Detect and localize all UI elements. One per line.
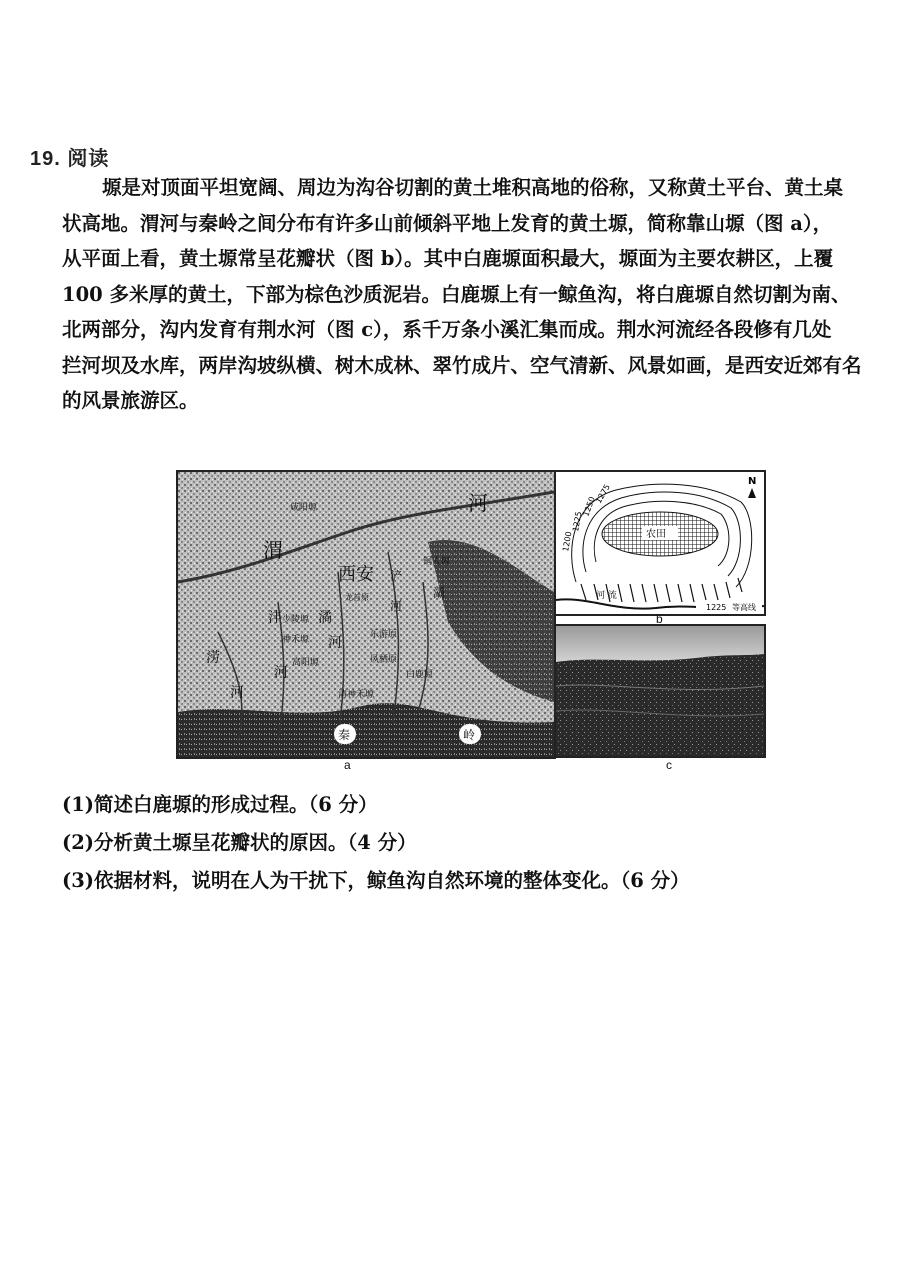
question-1: (1)简述白鹿塬的形成过程。（6 分） bbox=[62, 793, 378, 816]
label-lao-he: 河 bbox=[230, 685, 244, 701]
contour-label: 1275 bbox=[593, 482, 612, 505]
label-river: 河 流 bbox=[596, 591, 617, 601]
label-farmland: 农田 bbox=[646, 529, 666, 540]
contour-label: 1225 bbox=[571, 510, 584, 533]
label-jue: 潏 bbox=[318, 610, 332, 626]
passage-line: 从平面上看，黄土塬常呈花瓣状（图 b）。其中白鹿塬面积最大，塬面为主要农耕区，上覆 bbox=[62, 247, 834, 270]
passage-line: 100 多米厚的黄土，下部为棕色沙质泥岩。白鹿塬上有一鲸鱼沟，将白鹿塬自然切割为南、 bbox=[62, 282, 851, 306]
label-ling: 岭 bbox=[463, 728, 476, 742]
contour-legend-text: 等高线 bbox=[732, 603, 756, 612]
passage-line: 拦河坝及水库，两岸沟坡纵横、树木成林、翠竹成片、空气清新、风景如画，是西安近郊有名 bbox=[62, 353, 862, 377]
label-xianyang: 咸阳塬 bbox=[290, 503, 318, 513]
label-feng: 沣 bbox=[268, 610, 282, 626]
photo-c-svg bbox=[556, 626, 764, 756]
contour-legend-value: 1225 bbox=[706, 603, 727, 612]
caption-c: c bbox=[666, 758, 672, 772]
label-wei: 渭 bbox=[263, 538, 283, 562]
map-a bbox=[176, 470, 556, 759]
label-xian: 西安 bbox=[338, 564, 374, 585]
label-jue-he: 河 bbox=[328, 635, 342, 651]
passage-line: 状高地。渭河与秦岭之间分布有许多山前倾斜平地上发育的黄土塬，简称靠山塬（图 a）， bbox=[62, 211, 833, 235]
caption-a: a bbox=[344, 758, 351, 772]
passage-line: 北两部分，沟内发育有荆水河（图 c），系千万条小溪汇集而成。荆水河流经各段修有几处 bbox=[62, 318, 832, 341]
label-gaoyang: 高阳塬 bbox=[292, 658, 320, 668]
label-he: 河 bbox=[468, 491, 488, 515]
question-number: 19. 阅读 bbox=[30, 148, 110, 170]
contour-label: 1200 bbox=[561, 530, 574, 553]
contour-label: 1250 bbox=[581, 495, 597, 518]
question-2: (2)分析黄土塬呈花瓣状的原因。（4 分） bbox=[62, 831, 417, 854]
figure bbox=[176, 470, 766, 770]
questions bbox=[62, 786, 862, 900]
label-leyou: 乐游原 bbox=[370, 630, 398, 640]
question-3: (3)依据材料，说明在人为干扰下，鲸鱼沟自然环境的整体变化。（6 分） bbox=[62, 869, 690, 892]
caption-b: b bbox=[656, 612, 663, 626]
photo-c bbox=[554, 624, 766, 758]
map-a-svg bbox=[178, 472, 554, 757]
label-chan-he: 河 bbox=[390, 599, 403, 613]
label-chan: 浐 bbox=[390, 569, 403, 583]
passage bbox=[62, 170, 877, 419]
passage-line: 塬是对顶面平坦宽阔、周边为沟谷切割的黄土堆积高地的俗称，又称黄土平台、黄土桌 bbox=[102, 176, 844, 199]
label-shaoling: 少陵塬 bbox=[282, 615, 310, 625]
label-qingshen: 清神禾塬 bbox=[338, 690, 375, 700]
label-ba: 灞 bbox=[433, 586, 446, 600]
label-qin: 秦 bbox=[338, 728, 351, 742]
map-b-svg bbox=[556, 472, 764, 614]
label-bailu: 白鹿原 bbox=[406, 670, 434, 680]
label-fengqi: 风栖原 bbox=[370, 655, 398, 665]
label-shenhe: 神禾塬 bbox=[282, 635, 310, 645]
label-longshou: 龙首原 bbox=[345, 593, 369, 602]
label-feng-he: 河 bbox=[274, 665, 288, 681]
label-lao: 涝 bbox=[206, 650, 220, 666]
north-arrow-icon: N bbox=[748, 476, 757, 487]
label-tongren: 铜人塬 bbox=[423, 557, 451, 567]
passage-line: 的风景旅游区。 bbox=[62, 389, 199, 412]
map-b bbox=[554, 470, 766, 616]
